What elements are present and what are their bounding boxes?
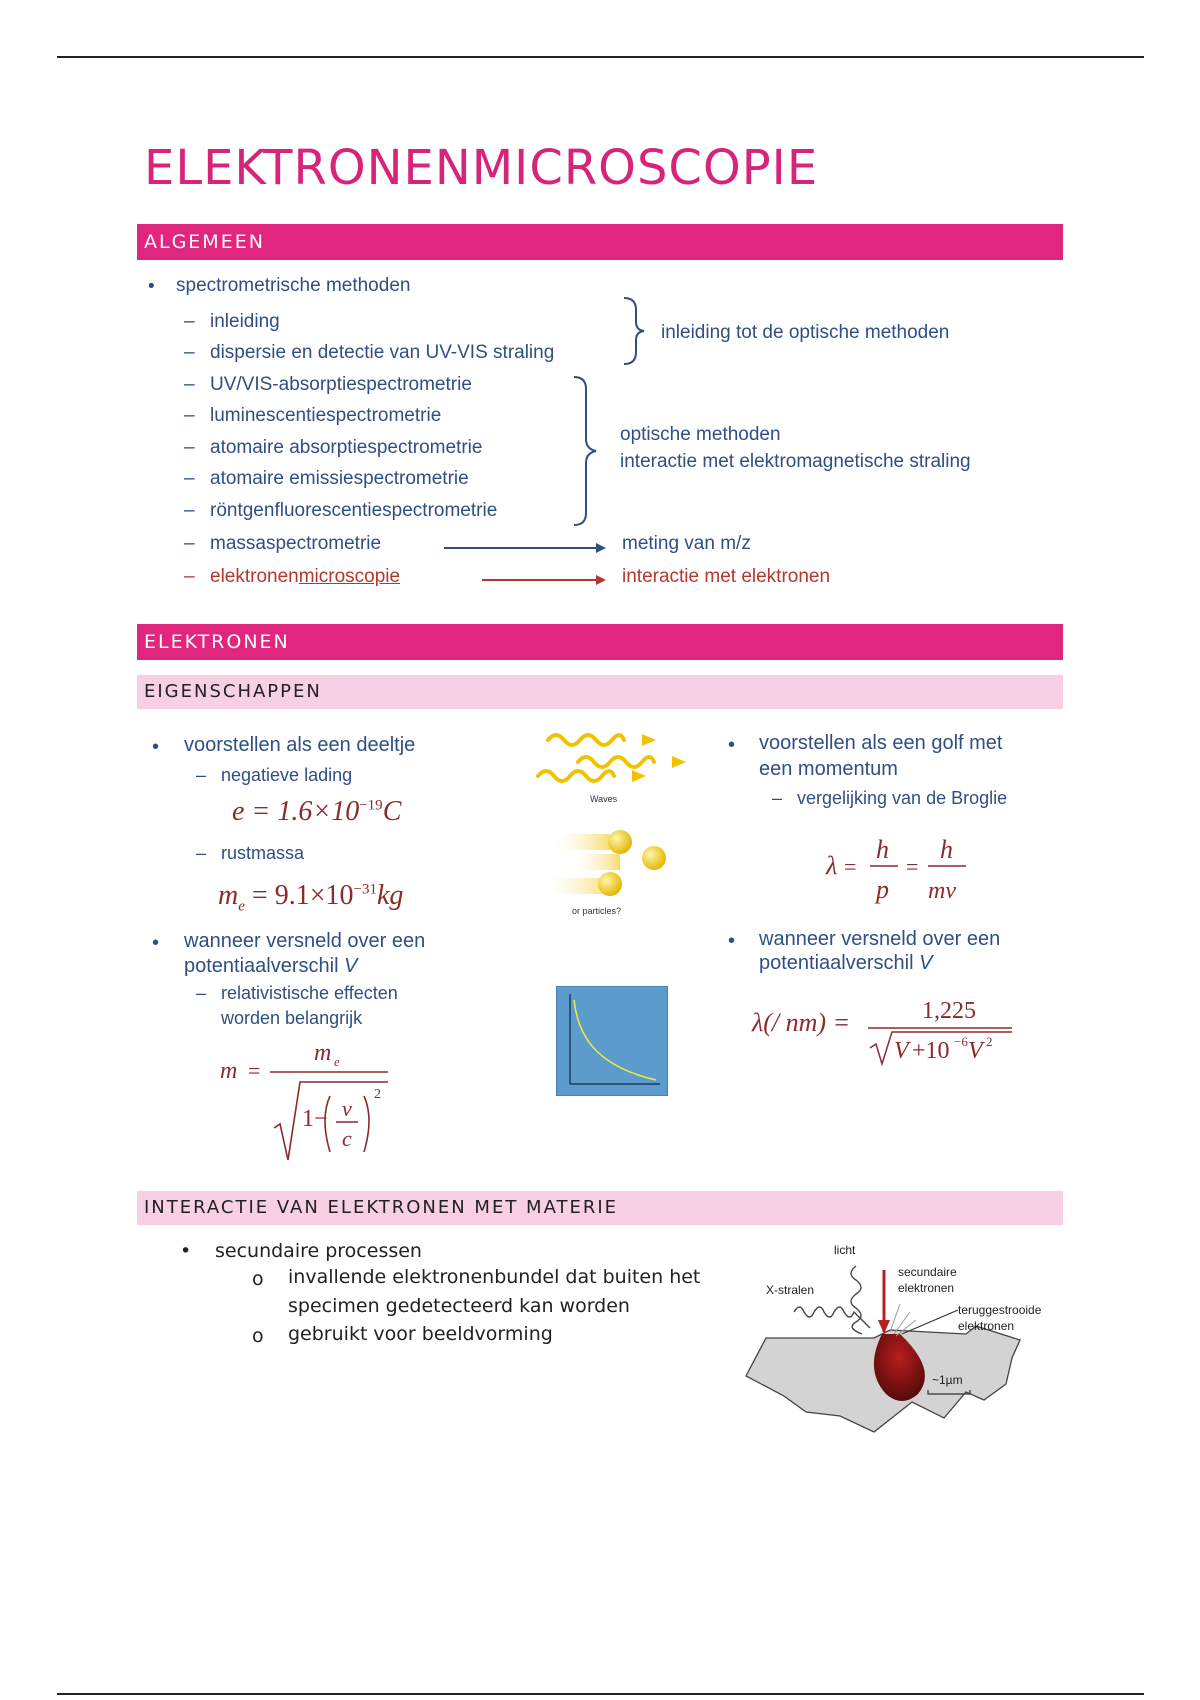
svg-text:2: 2 — [986, 1034, 993, 1049]
equation-wavelength-lhs: λ(/ nm) = — [752, 1008, 851, 1037]
bottom-rule — [57, 1693, 1144, 1695]
group2-label-line1: optische methoden — [620, 424, 781, 445]
section-interactie: INTERACTIE VAN ELEKTRONEN MET MATERIE — [137, 1191, 1063, 1225]
accelerated-line2: potentiaalverschil V — [184, 955, 358, 977]
svg-text:h: h — [876, 835, 889, 864]
svg-text:m: m — [220, 1058, 238, 1084]
svg-text:=: = — [906, 854, 919, 879]
brace-large — [568, 375, 608, 527]
overview-item: dispersie en detectie van UV-VIS straling — [210, 342, 555, 363]
waves-illustration — [530, 722, 690, 812]
overview-item: atomaire emissiespectrometrie — [210, 468, 469, 489]
arrow2-label: interactie met elektronen — [622, 566, 831, 587]
overview-item: atomaire absorptiespectrometrie — [210, 437, 483, 458]
overview-item-electron: elektronenmicroscopie — [210, 566, 401, 587]
particles-caption: or particles? — [572, 906, 622, 916]
de-broglie: vergelijking van de Broglie — [797, 788, 1008, 808]
negative-charge: negatieve lading — [221, 765, 353, 785]
overview-item: inleiding — [210, 311, 280, 332]
overview-item: massaspectrometrie — [210, 533, 382, 554]
overview-heading: spectrometrische methoden — [176, 275, 411, 296]
diagram-secundaire1: secundaire — [898, 1265, 957, 1279]
svg-text:λ: λ — [826, 851, 838, 880]
sub-item-1-line2: specimen gedetecteerd kan worden — [288, 1295, 630, 1317]
diagram-licht: licht — [834, 1243, 856, 1257]
svg-text:=: = — [248, 1058, 261, 1083]
relativistic-line1: relativistische effecten — [221, 983, 398, 1003]
diagram-scale: ~1µm — [932, 1373, 963, 1387]
svg-text:+10: +10 — [912, 1038, 950, 1064]
diagram-terug2: elektronen — [958, 1319, 1015, 1333]
equation-mass: $m_e = 9.1\times 10^{-31}kg$ — [218, 880, 404, 915]
diagram-terug1: teruggestrooide — [958, 1303, 1042, 1317]
particle-bullet: voorstellen als een deeltje — [184, 734, 416, 756]
group1-label: inleiding tot de optische methoden — [661, 322, 950, 343]
relativistic-line2: worden belangrijk — [221, 1008, 363, 1028]
sub-item-2: gebruikt voor beeldvorming — [288, 1323, 553, 1345]
accelerated-right-line2: potentiaalverschil V — [759, 952, 933, 974]
svg-text:h: h — [940, 835, 953, 864]
equation-relativistic-mass — [218, 1036, 398, 1166]
secondary-processes: secundaire processen — [215, 1240, 422, 1262]
arrow1-label: meting van m/z — [622, 533, 751, 554]
section-algemeen: ALGEMEEN — [137, 224, 1063, 260]
overview-item: luminescentiespectrometrie — [210, 405, 442, 426]
svg-text:=: = — [844, 854, 857, 879]
rest-mass: rustmassa — [221, 843, 305, 863]
brace-small — [610, 296, 650, 366]
svg-text:V: V — [894, 1038, 909, 1064]
page-title: ELEKTRONENMICROSCOPIE — [144, 140, 819, 196]
wavelength-graph — [556, 986, 668, 1096]
overview-item: UV/VIS-absorptiespectrometrie — [210, 374, 472, 395]
equation-de-broglie — [824, 828, 974, 908]
overview-item: röntgenfluorescentiespectrometrie — [210, 500, 498, 521]
svg-text:1−: 1− — [302, 1106, 328, 1132]
arrow-mass — [440, 538, 610, 558]
svg-text:e: e — [334, 1054, 340, 1069]
particles-illustration — [540, 822, 680, 922]
top-rule — [57, 56, 1144, 58]
diagram-xstralen: X-stralen — [766, 1283, 815, 1297]
arrow-electron — [480, 570, 610, 590]
svg-text:v: v — [342, 1096, 352, 1121]
section-elektronen: ELEKTRONEN — [137, 624, 1063, 660]
section-eigenschappen: EIGENSCHAPPEN — [137, 675, 1063, 709]
interaction-diagram — [744, 1240, 1060, 1446]
group2-label-line2: interactie met elektromagnetische straling — [620, 451, 971, 472]
svg-text:V: V — [968, 1038, 983, 1064]
overview-bullet: • — [148, 276, 155, 297]
diagram-secundaire2: elektronen — [898, 1281, 955, 1295]
svg-text:p: p — [876, 875, 889, 904]
svg-text:2: 2 — [374, 1087, 381, 1102]
svg-text:−6: −6 — [954, 1034, 968, 1049]
waves-caption: Waves — [590, 794, 618, 804]
svg-text:c: c — [342, 1126, 352, 1151]
svg-text:m: m — [314, 1040, 332, 1066]
accelerated-line1: wanneer versneld over een — [184, 930, 426, 952]
svg-text:mv: mv — [928, 878, 956, 904]
equation-wavelength — [860, 990, 1020, 1070]
equation-numerator: 1,225 — [922, 998, 976, 1024]
accelerated-right-line1: wanneer versneld over een — [759, 928, 1001, 950]
sub-item-1-line1: invallende elektronenbundel dat buiten het — [288, 1266, 701, 1288]
wave-bullet-line2: een momentum — [759, 758, 898, 780]
wave-bullet-line1: voorstellen als een golf met — [759, 732, 1003, 754]
equation-charge: $e = 1.6\times 10^{-19}C$ — [232, 796, 402, 827]
